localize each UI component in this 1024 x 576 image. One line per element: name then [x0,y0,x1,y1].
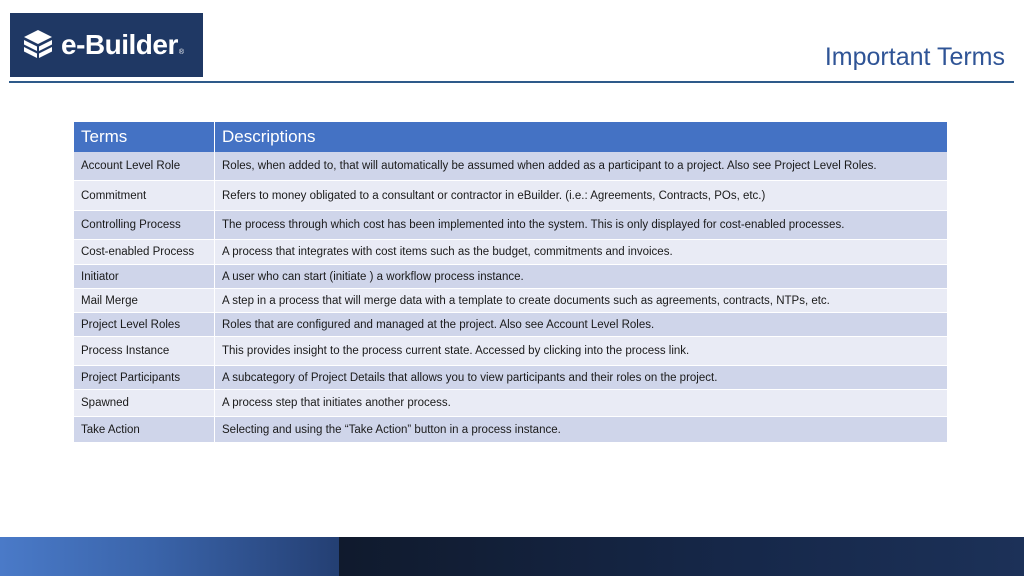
table-row [74,390,947,417]
term-cell: Process Instance [74,337,215,365]
term-cell: Controlling Process [74,211,215,239]
description-cell: A step in a process that will merge data with a template to create documents such as agreements, contracts, NTPs, etc. [222,294,830,307]
table-row [74,289,947,313]
description-cell: Roles that are configured and managed at the project. Also see Account Level Roles. [222,318,655,331]
description-cell: A user who can start (initiate ) a workflow process instance. [222,270,524,283]
description-cell: A process step that initiates another process. [222,397,451,409]
table-row [74,313,947,337]
term-cell: Take Action [74,417,215,442]
description-cell: A subcategory of Project Details that allows you to view participants and their roles on the project. [222,371,718,384]
table-row [74,240,947,265]
term-cell: Mail Merge [74,289,215,312]
table-row [74,337,947,366]
table-row [74,181,947,211]
description-cell: Roles, when added to, that will automatically be assumed when added as a participant to a project. Also see Project Level Roles. [222,160,877,172]
table-row [74,152,947,181]
term-cell: Project Level Roles [74,313,215,336]
term-cell: Cost-enabled Process [74,240,215,264]
description-cell: This provides insight to the process current state. Accessed by clicking into the process link. [222,345,690,357]
term-cell: Commitment [74,181,215,210]
description-cell: The process through which cost has been implemented into the system. This is only displayed for cost-enabled processes. [222,219,845,231]
page-title: Important Terms [824,43,1005,71]
header-divider [9,81,1014,83]
term-cell: Spawned [74,390,215,416]
cube-stack-icon [21,28,55,62]
logo [10,13,203,77]
footer-band-left [0,537,339,576]
table-row [74,211,947,240]
table-header [74,122,947,152]
header-terms: Terms [74,122,215,152]
term-cell: Project Participants [74,366,215,389]
description-cell: Refers to money obligated to a consultant or contractor in eBuilder. (i.e.: Agreements, Contracts, POs, etc.) [222,189,766,202]
terms-table [74,122,947,443]
description-cell: A process that integrates with cost items such as the budget, commitments and invoices. [222,246,673,258]
table-body [74,152,947,443]
table-row [74,366,947,390]
term-cell: Account Level Role [74,152,215,180]
brand-name: e-Builder® [61,29,184,60]
header-descriptions: Descriptions [222,127,316,146]
description-cell: Selecting and using the “Take Action” button in a process instance. [222,423,561,436]
footer-band-right [339,537,1024,576]
table-row [74,417,947,443]
term-cell: Initiator [74,265,215,288]
table-row [74,265,947,289]
